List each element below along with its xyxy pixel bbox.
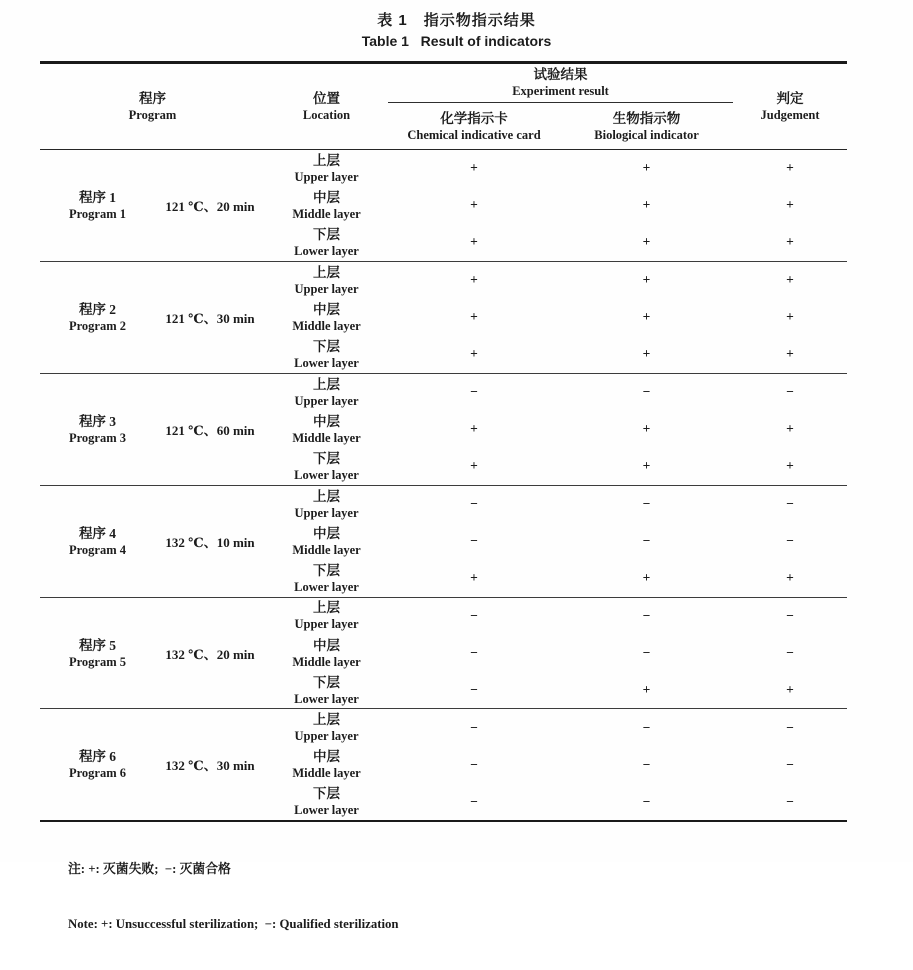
table-title-zh: 表 1 指示物指示结果 [377, 12, 536, 29]
header-judgement-en: Judgement [760, 108, 820, 122]
judgement-result: − [786, 496, 794, 512]
chemical-result: − [470, 682, 478, 698]
chemical-result: − [470, 384, 478, 400]
judgement-result: − [786, 645, 794, 660]
header-biological-indicator-zh: 生物指示物 [612, 110, 681, 126]
location-cell-zh: 上层 [313, 376, 341, 392]
layer-row [40, 150, 847, 187]
location-cell [265, 336, 388, 373]
layer-row [40, 373, 847, 410]
program-condition: 121 ℃、30 min [165, 310, 255, 326]
table-header [40, 63, 847, 150]
location-cell-zh: 中层 [313, 301, 341, 317]
biological-result: − [642, 756, 651, 772]
location-cell-zh: 下层 [313, 562, 341, 578]
judgement-result: + [786, 309, 794, 325]
layer-row [40, 261, 847, 298]
program-condition: 121 ℃、60 min [165, 422, 255, 438]
chemical-result: − [470, 607, 478, 623]
program-condition: 121 ℃、20 min [165, 198, 255, 214]
judgement-result: + [786, 272, 794, 288]
program-cell [40, 150, 155, 262]
biological-result: + [642, 570, 651, 586]
header-experiment-result [388, 63, 733, 103]
layer-row [40, 597, 847, 634]
location-cell [265, 448, 388, 485]
judgement-result: + [786, 197, 794, 213]
table-body [40, 150, 847, 821]
header-program [40, 63, 265, 150]
header-location-en: Location [302, 108, 351, 122]
location-cell-en: Upper layer [294, 169, 359, 184]
chemical-result: − [470, 645, 478, 660]
location-cell-en: Lower layer [294, 579, 359, 594]
location-cell [265, 485, 388, 522]
location-cell-zh: 中层 [313, 749, 341, 765]
program-cell-zh: 程序 6 [78, 749, 117, 765]
header-chemical-card-en: Chemical indicative card [407, 127, 541, 142]
location-cell-en: Middle layer [292, 430, 361, 445]
location-cell [265, 150, 388, 187]
biological-result: + [642, 234, 651, 250]
biological-result: − [642, 645, 651, 660]
biological-result: + [642, 309, 651, 325]
chemical-result: + [470, 234, 478, 250]
location-cell-en: Middle layer [292, 542, 361, 557]
biological-result: − [642, 533, 651, 549]
header-chemical-card [388, 103, 560, 150]
location-cell-en: Lower layer [294, 355, 359, 370]
chemical-result: − [470, 793, 478, 809]
judgement-result: + [786, 160, 794, 176]
location-cell [265, 373, 388, 410]
header-judgement-zh: 判定 [776, 91, 804, 106]
chemical-result: − [470, 496, 478, 512]
header-experiment-result-zh: 试验结果 [533, 67, 588, 82]
program-cell-en: Program 6 [68, 766, 127, 781]
judgement-result: + [786, 458, 794, 474]
program-cell [40, 373, 155, 485]
biological-result: − [642, 496, 651, 512]
location-cell [265, 299, 388, 336]
judgement-result: − [786, 607, 794, 623]
location-cell [265, 261, 388, 298]
header-chemical-card-zh: 化学指示卡 [440, 110, 508, 126]
biological-result: − [642, 607, 651, 623]
header-experiment-result-en: Experiment result [512, 84, 609, 98]
biological-result: + [642, 421, 651, 437]
program-condition: 132 ℃、30 min [165, 758, 255, 774]
biological-result: − [642, 384, 651, 400]
location-cell-en: Upper layer [294, 393, 359, 408]
header-location [265, 63, 388, 150]
judgement-result: + [786, 570, 794, 586]
location-cell [265, 411, 388, 448]
chemical-result: + [470, 421, 478, 437]
indicators-table [40, 61, 847, 822]
layer-row [40, 709, 847, 746]
location-cell-zh: 上层 [313, 488, 341, 504]
location-cell-zh: 上层 [313, 712, 341, 728]
header-biological-indicator-en: Biological indicator [594, 127, 699, 142]
biological-result: + [642, 160, 651, 176]
program-cell-en: Program 4 [68, 542, 127, 557]
location-cell-en: Middle layer [292, 766, 361, 781]
location-cell-zh: 上层 [313, 264, 341, 280]
note-en: Note: +: Unsuccessful sterilization; −: Qualified sterilization [68, 917, 399, 931]
location-cell-zh: 中层 [313, 525, 341, 541]
judgement-result: − [786, 533, 794, 549]
location-cell [265, 224, 388, 261]
program-cell [40, 261, 155, 373]
biological-result: + [642, 682, 651, 698]
program-cell-en: Program 5 [68, 654, 127, 669]
biological-result: + [642, 272, 651, 288]
biological-result: + [642, 197, 651, 213]
location-cell [265, 634, 388, 671]
location-cell-zh: 下层 [313, 338, 341, 354]
judgement-result: − [786, 793, 794, 809]
program-cell-zh: 程序 2 [78, 301, 117, 317]
layer-row [40, 485, 847, 522]
program-cell-zh: 程序 5 [78, 637, 117, 653]
location-cell-zh: 下层 [313, 450, 341, 466]
biological-result: + [642, 346, 651, 362]
judgement-result: + [786, 682, 794, 698]
chemical-result: + [470, 160, 478, 176]
program-cell [40, 485, 155, 597]
location-cell-en: Middle layer [292, 318, 361, 333]
location-cell-zh: 中层 [313, 637, 341, 653]
location-cell-zh: 中层 [313, 189, 341, 205]
location-cell-en: Lower layer [294, 803, 359, 818]
chemical-result: − [470, 719, 478, 735]
location-cell [265, 560, 388, 597]
location-cell-zh: 下层 [313, 226, 341, 242]
header-judgement [733, 63, 847, 150]
location-cell [265, 522, 388, 559]
location-cell-en: Middle layer [292, 206, 361, 221]
program-cell [40, 709, 155, 821]
header-program-zh: 程序 [139, 91, 166, 106]
location-cell [265, 597, 388, 634]
program-cell-en: Program 1 [68, 206, 127, 221]
location-cell [265, 709, 388, 746]
table-title-en: Table 1 Result of indicators [361, 33, 552, 49]
location-cell [265, 187, 388, 224]
location-cell-zh: 下层 [313, 786, 341, 802]
location-cell [265, 672, 388, 709]
location-cell-en: Upper layer [294, 617, 359, 632]
header-biological-indicator [560, 103, 733, 150]
judgement-result: − [786, 719, 794, 735]
judgement-result: + [786, 234, 794, 250]
program-cell-zh: 程序 3 [78, 413, 117, 429]
location-cell-en: Lower layer [294, 691, 359, 706]
chemical-result: + [470, 272, 478, 288]
program-cell [40, 597, 155, 709]
chemical-result: + [470, 197, 478, 213]
location-cell-en: Middle layer [292, 654, 361, 669]
location-cell [265, 784, 388, 821]
location-cell-zh: 上层 [313, 152, 341, 168]
location-cell-en: Upper layer [294, 505, 359, 520]
judgement-result: − [786, 384, 794, 400]
chemical-result: + [470, 458, 478, 474]
location-cell-en: Lower layer [294, 243, 359, 258]
header-location-zh: 位置 [313, 91, 341, 106]
location-cell-zh: 上层 [313, 600, 341, 616]
judgement-result: + [786, 346, 794, 362]
program-cell-en: Program 3 [68, 430, 127, 445]
chemical-result: − [470, 533, 478, 549]
program-cell-en: Program 2 [68, 318, 127, 333]
location-cell-en: Lower layer [294, 467, 359, 482]
program-cell-zh: 程序 4 [78, 525, 117, 541]
judgement-result: + [786, 421, 794, 437]
program-condition: 132 ℃、20 min [165, 646, 255, 662]
table-notes [68, 824, 399, 970]
note-zh: 注: +: 灭菌失败; −: 灭菌合格 [68, 862, 231, 876]
location-cell-en: Upper layer [294, 281, 359, 296]
location-cell [265, 746, 388, 783]
location-cell-zh: 中层 [313, 413, 341, 429]
program-condition: 132 ℃、10 min [165, 534, 255, 550]
biological-result: − [642, 793, 651, 809]
program-cell-zh: 程序 1 [78, 189, 117, 205]
chemical-result: + [470, 309, 478, 325]
location-cell-en: Upper layer [294, 729, 359, 744]
chemical-result: − [470, 756, 478, 772]
location-cell-zh: 下层 [313, 674, 341, 690]
chemical-result: + [470, 346, 478, 362]
judgement-result: − [786, 756, 794, 772]
biological-result: − [642, 719, 651, 735]
biological-result: + [642, 458, 651, 474]
header-program-en: Program [128, 108, 177, 122]
chemical-result: + [470, 570, 478, 586]
